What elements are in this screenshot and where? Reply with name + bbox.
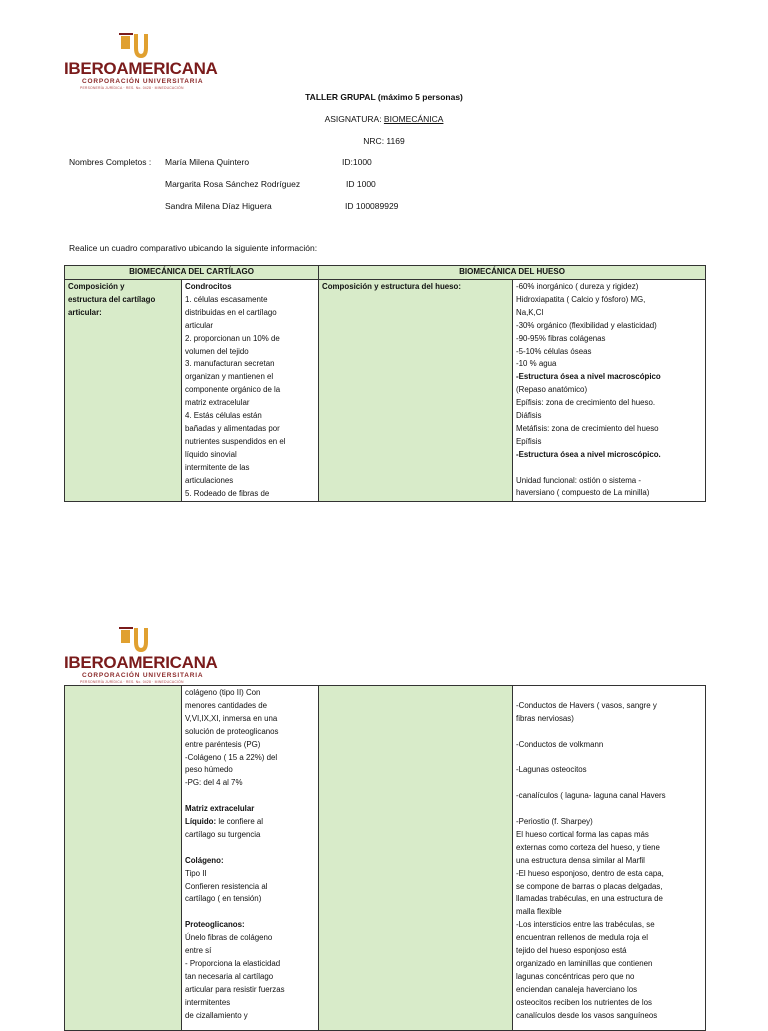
cell-text: 2. proporcionan un 10% de: [185, 333, 280, 343]
cell-text: articulaciones: [185, 475, 234, 485]
cell-text: Confieren resistencia al: [185, 881, 268, 891]
doc-title: TALLER GRUPAL (máximo 5 personas): [305, 92, 463, 102]
cell-text: intermitente de las: [185, 462, 250, 472]
cell-text: externas como corteza del hueso, y tiene: [516, 842, 660, 852]
cell-text: tan necesaria al cartílago: [185, 971, 274, 981]
cell-text: haversiano ( compuesto de La minilla): [516, 488, 650, 498]
cell-text: una estructura densa similar al Marfil: [516, 855, 645, 865]
cell-text: -Los intersticios entre las trabéculas, se: [516, 920, 655, 930]
cell-text: líquido sinovial: [185, 449, 237, 459]
spacer: [516, 462, 702, 475]
cell-text: organizado en laminillas que contienen: [516, 958, 653, 968]
university-emblem-icon: [119, 626, 149, 654]
cell-text: 3. manufacturan secretan: [185, 359, 275, 369]
cell-text: cartílago su turgencia: [185, 829, 261, 839]
cell-text: menores cantidades de: [185, 700, 268, 710]
university-emblem-icon: [119, 32, 149, 60]
cell-text: (Repaso anatómico): [516, 385, 588, 395]
cell-text: lagunas concéntricas pero que no: [516, 971, 635, 981]
spacer: [516, 752, 702, 765]
cell-text: -30% orgánico (flexibilidad y elasticidad): [516, 320, 657, 330]
cell-text: Epífisis: [516, 436, 542, 446]
logo: [64, 626, 218, 685]
cell-lines: [185, 687, 315, 1023]
names-label: Nombres Completos :: [69, 157, 152, 167]
member-id: ID 1000: [346, 179, 376, 189]
cell-lines: [185, 294, 315, 501]
cell-text: volumen del tejido: [185, 346, 249, 356]
cell-text: nutrientes suspendidos en el: [185, 436, 286, 446]
cell-text: tejido del hueso esponjoso está: [516, 946, 627, 956]
cell-text: estructura del cartílago: [68, 294, 156, 304]
cell-text: fibras nerviosas): [516, 713, 574, 723]
comparison-table-continued: [64, 685, 706, 1031]
member-id: ID:1000: [342, 157, 372, 167]
cell-text: -Conductos de Havers ( vasos, sangre y: [516, 700, 657, 710]
cell-text: - Proporciona la elasticidad: [185, 958, 281, 968]
cell-cartilage-continued: [182, 686, 319, 1031]
brand-tagline: PERSONERÍA JURÍDICA · RES. No. 0428 · MINEDUCACIÓN: [80, 680, 184, 684]
cell-text: -60% inorgánico ( dureza y rigidez): [516, 282, 639, 291]
subject-line: [264, 114, 504, 125]
spacer: [516, 687, 702, 700]
cell-text: llamadas trabéculas, en una estructura de: [516, 894, 663, 904]
cell-text-bold: Líquido:: [185, 817, 217, 827]
cell-text: 5. Rodeado de fibras de: [185, 488, 270, 498]
spacer: [185, 790, 315, 803]
cell-text: -90-95% fibras colágenas: [516, 333, 606, 343]
cell-text: matriz extracelular: [185, 398, 250, 408]
cell-text: -PG: del 4 al 7%: [185, 778, 243, 788]
cell-text: Matriz extracelular: [185, 804, 255, 814]
cell-text: cartílago ( en tensión): [185, 894, 262, 904]
instruction: Realice un cuadro comparativo ubicando la siguiente información:: [69, 243, 318, 253]
cell-text: -5-10% células óseas: [516, 346, 592, 356]
cell-text: articular:: [68, 307, 102, 317]
cell-text: organizan y mantienen el: [185, 372, 274, 382]
brand-name: IBEROAMERICANA: [64, 59, 218, 78]
cell-text: -Conductos de volkmann: [516, 739, 604, 749]
cell-text: Condrocitos: [185, 282, 232, 291]
cell-text: 1. células escasamente: [185, 294, 268, 304]
cell-chondrocytes: [182, 280, 319, 502]
cell-empty: [319, 686, 513, 1031]
cell-text: articular: [185, 320, 214, 330]
cell-text: Na,K,Cl: [516, 307, 544, 317]
cell-text: Únelo fibras de colágeno: [185, 933, 273, 943]
brand-subtitle: CORPORACIÓN UNIVERSITARIA: [82, 78, 204, 85]
member-name: Margarita Rosa Sánchez Rodríguez: [165, 179, 301, 189]
cell-text: -Periostio (f. Sharpey): [516, 816, 593, 826]
cell-text: -10 % agua: [516, 359, 557, 369]
cell-text: solución de proteoglicanos: [185, 726, 279, 736]
cell-text-rest: le confiere al: [216, 817, 264, 827]
cell-text: Tipo II: [185, 868, 207, 878]
cell-text: encuentran rellenos de medula roja el: [516, 933, 649, 943]
cell-lines: [516, 281, 702, 500]
cell-text: Proteoglicanos:: [185, 920, 245, 930]
cell-bone-composition: [513, 280, 706, 502]
cell-text: Unidad funcional: ostión o sistema -: [516, 475, 642, 485]
subject-value: BIOMECÁNICA: [383, 114, 444, 124]
cell-text: articular para resistir fuerzas: [185, 984, 285, 994]
cell-text: canalículos desde los vasos sanguíneos: [516, 1010, 658, 1020]
member-id: ID 100089929: [345, 201, 399, 211]
cell-text: [185, 816, 315, 829]
cell-text: enciendan canaleja haverciano los: [516, 984, 638, 994]
cell-text: -Estructura ósea a nivel macroscópico: [516, 372, 661, 382]
cell-text: V,VI,IX,XI, inmersa en una: [185, 713, 278, 723]
cell-text: distribuidas en el cartílago: [185, 307, 277, 317]
cell-text: de cizallamiento y: [185, 1010, 248, 1020]
logo: [64, 32, 218, 91]
cell-text: malla flexible: [516, 907, 562, 917]
cell-text: -Colágeno ( 15 a 22%) del: [185, 752, 278, 762]
cell-text: -Estructura ósea a nivel microscópico.: [516, 449, 661, 459]
spacer: [185, 906, 315, 919]
cell-text: peso húmedo: [185, 765, 233, 775]
spacer: [516, 803, 702, 816]
cell-text: Hidroxiapatita ( Calcio y fósforo) MG,: [516, 294, 646, 304]
cell-text: El hueso cortical forma las capas más: [516, 829, 649, 839]
cell-text: -Lagunas osteocitos: [516, 765, 587, 775]
header-bone: BIOMECÁNICA DEL HUESO: [319, 266, 706, 280]
spacer: [516, 726, 702, 739]
cell-text: Epífisis: zona de crecimiento del hueso.: [516, 398, 656, 408]
member-name: Sandra Milena Díaz Higuera: [165, 201, 272, 211]
brand-name: IBEROAMERICANA: [64, 653, 218, 672]
spacer: [185, 842, 315, 855]
cell-lines: [516, 687, 702, 1022]
header-cartilage: BIOMECÁNICA DEL CARTÍLAGO: [65, 266, 319, 280]
cell-text: Composición y: [68, 282, 125, 291]
cell-text: Colágeno:: [185, 855, 224, 865]
brand-subtitle: CORPORACIÓN UNIVERSITARIA: [82, 672, 204, 679]
cell-bone-heading: Composición y estructura del hueso:: [319, 280, 513, 502]
brand-tagline: PERSONERÍA JURÍDICA · RES. No. 0428 · MINEDUCACIÓN: [80, 86, 184, 90]
cell-text: -El hueso esponjoso, dentro de esta capa,: [516, 868, 664, 878]
cell-text: se compone de barras o placas delgadas,: [516, 881, 663, 891]
comparison-table: [64, 265, 706, 502]
nrc: NRC: 1169: [363, 136, 405, 146]
cell-text: Diáfisis: [516, 411, 542, 421]
cell-cartilage-heading: [65, 280, 182, 502]
cell-text: intermitentes: [185, 997, 231, 1007]
cell-text: componente orgánico de la: [185, 385, 281, 395]
spacer: [516, 777, 702, 790]
cell-text: entre paréntesis (PG): [185, 739, 261, 749]
cell-text: Metáfisis: zona de crecimiento del hueso: [516, 423, 659, 433]
cell-text: 4. Estás células están: [185, 411, 262, 421]
member-name: María Milena Quintero: [165, 157, 250, 167]
cell-text: osteocitos reciben los nutrientes de los: [516, 997, 652, 1007]
cell-text: entre sí: [185, 946, 212, 956]
subject-label: ASIGNATURA:: [324, 114, 384, 124]
cell-empty: [65, 686, 182, 1031]
cell-bone-continued: [513, 686, 706, 1031]
cell-text: bañadas y alimentadas por: [185, 423, 280, 433]
cell-text: -canalículos ( laguna- laguna canal Havers: [516, 791, 666, 801]
cell-text: colágeno (tipo II) Con: [185, 688, 261, 697]
